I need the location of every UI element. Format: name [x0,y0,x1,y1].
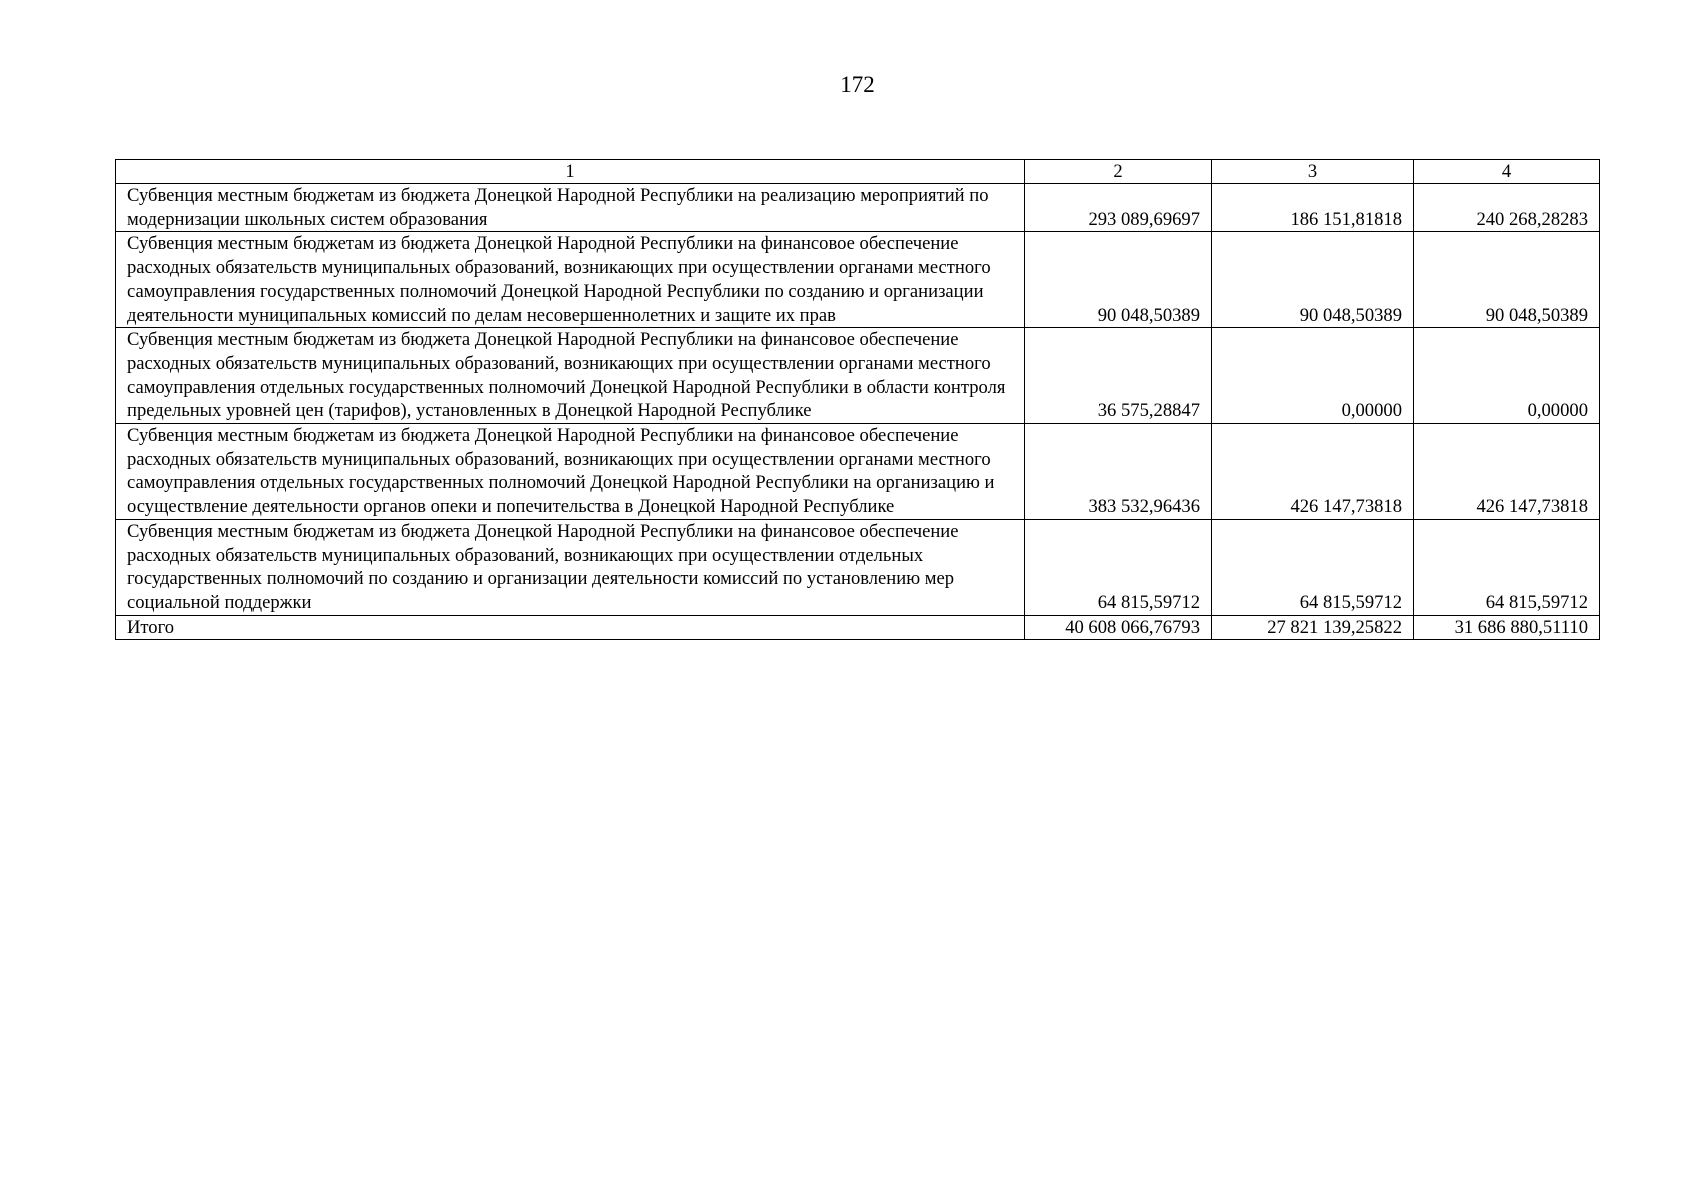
row-value-col4: 240 268,28283 [1414,184,1600,232]
table-row [116,184,1600,232]
column-header-4: 4 [1414,160,1600,184]
row-description: Субвенция местным бюджетам из бюджета Донецкой Народной Республики на финансовое обеспечение расходных обязательств муниципальных образований, возникающих при осуществлении органами местного самоуправления отдельных государственных полномочий Донецкой Народной Республики на организацию и осуществление деятельности органов опеки и попечительства в Донецкой Народной Республике [116,424,1025,520]
row-description: Субвенция местным бюджетам из бюджета Донецкой Народной Республики на реализацию мероприятий по модернизации школьных систем образования [116,184,1025,232]
row-value-col3: 426 147,73818 [1212,424,1414,520]
row-value-col3: 0,00000 [1212,328,1414,424]
total-value-col3: 27 821 139,25822 [1212,615,1414,640]
row-description: Субвенция местным бюджетам из бюджета Донецкой Народной Республики на финансовое обеспечение расходных обязательств муниципальных образований, возникающих при осуществлении органами местного самоуправления отдельных государственных полномочий Донецкой Народной Республики в области контроля предельных уровней цен (тарифов), установленных в Донецкой Народной Республике [116,328,1025,424]
table-row [116,328,1600,424]
table-row [116,519,1600,615]
column-header-1: 1 [116,160,1025,184]
row-value-col4: 90 048,50389 [1414,232,1600,328]
row-value-col2: 64 815,59712 [1025,519,1212,615]
row-value-col4: 426 147,73818 [1414,424,1600,520]
row-value-col2: 36 575,28847 [1025,328,1212,424]
total-value-col2: 40 608 066,76793 [1025,615,1212,640]
row-value-col3: 90 048,50389 [1212,232,1414,328]
row-description: Субвенция местным бюджетам из бюджета Донецкой Народной Республики на финансовое обеспечение расходных обязательств муниципальных образований, возникающих при осуществлении органами местного самоуправления государственных полномочий Донецкой Народной Республики по созданию и организации деятельности муниципальных комиссий по делам несовершеннолетних и защите их прав [116,232,1025,328]
column-header-2: 2 [1025,160,1212,184]
table-header-row [116,160,1600,184]
row-value-col2: 383 532,96436 [1025,424,1212,520]
row-value-col2: 90 048,50389 [1025,232,1212,328]
page-number: 172 [840,72,875,97]
row-value-col3: 64 815,59712 [1212,519,1414,615]
budget-table [115,159,1600,640]
row-value-col2: 293 089,69697 [1025,184,1212,232]
total-label: Итого [116,615,1025,640]
row-value-col4: 0,00000 [1414,328,1600,424]
total-value-col4: 31 686 880,51110 [1414,615,1600,640]
table-row [116,424,1600,520]
table-row [116,232,1600,328]
column-header-3: 3 [1212,160,1414,184]
total-row [116,615,1600,640]
row-description: Субвенция местным бюджетам из бюджета Донецкой Народной Республики на финансовое обеспечение расходных обязательств муниципальных образований, возникающих при осуществлении отдельных государственных полномочий по созданию и организации деятельности комиссий по установлению мер социальной поддержки [116,519,1025,615]
row-value-col4: 64 815,59712 [1414,519,1600,615]
row-value-col3: 186 151,81818 [1212,184,1414,232]
